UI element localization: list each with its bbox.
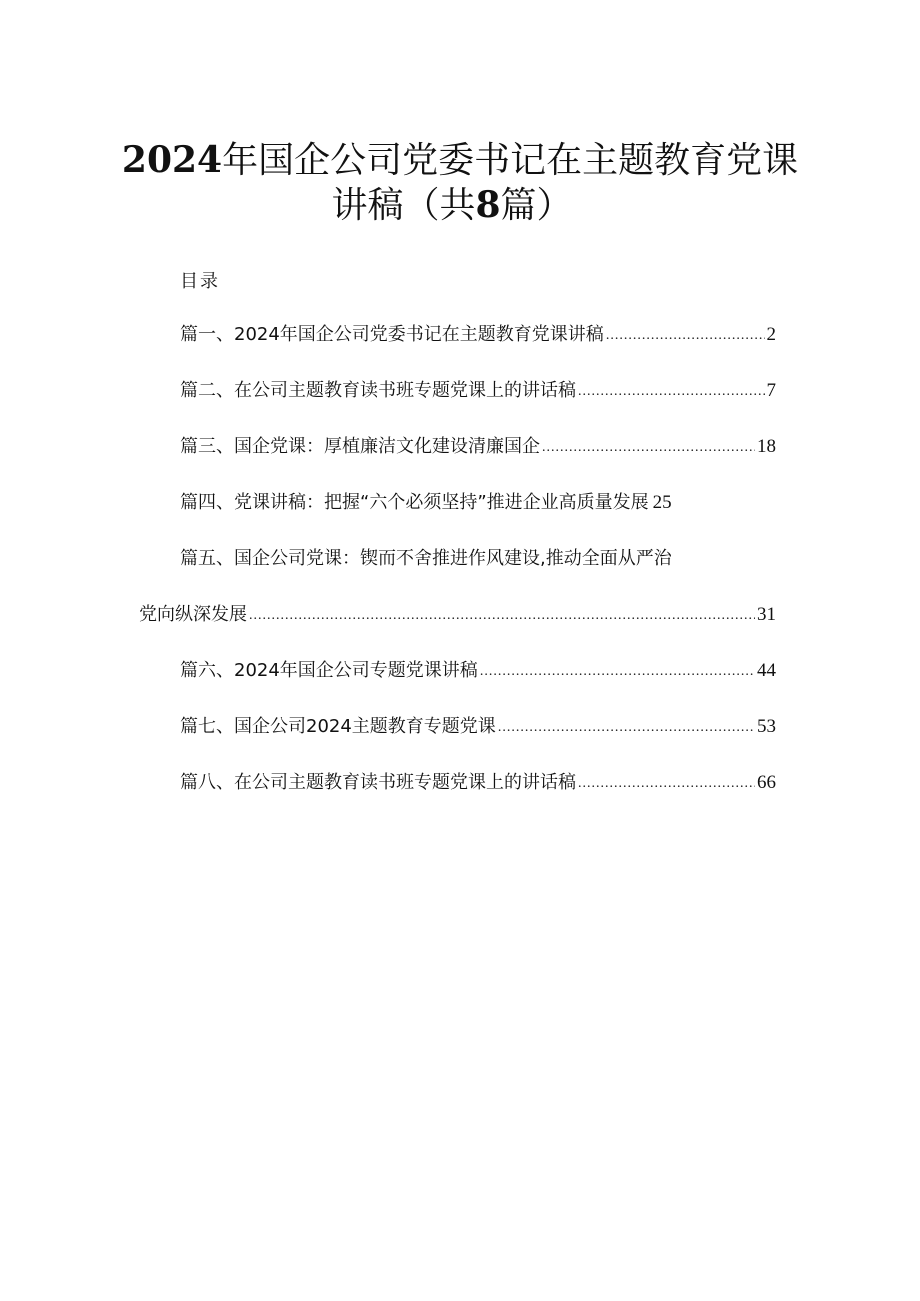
toc-item-title-continued: 党向纵深发展	[139, 604, 247, 625]
toc-item-3[interactable]	[180, 434, 776, 460]
toc-item-title: 篇七、国企公司2024主题教育专题党课	[180, 716, 496, 737]
toc-item-page: 44	[757, 660, 776, 681]
toc-heading: 目录	[180, 271, 220, 292]
toc-leader-dots	[249, 603, 755, 629]
toc-item-8[interactable]	[180, 770, 776, 796]
title-line-2-post: 篇）	[500, 185, 573, 226]
toc-item-5-line-1[interactable]: 篇五、国企公司党课：锲而不舍推进作风建设,推动全面从严治	[180, 548, 672, 569]
toc-leader-dots	[578, 771, 755, 797]
toc-item-page: 25	[652, 492, 672, 513]
toc-item-6[interactable]	[180, 658, 776, 684]
title-year: 2024	[121, 139, 223, 181]
toc-item-7[interactable]	[180, 714, 776, 740]
toc-item-4[interactable]	[180, 490, 776, 516]
toc-item-2[interactable]	[180, 378, 776, 404]
toc-item-1[interactable]	[180, 322, 776, 348]
toc-item-title: 篇八、在公司主题教育读书班专题党课上的讲话稿	[180, 772, 576, 793]
document-title-line-2	[0, 183, 912, 228]
document-title-line-1	[0, 138, 920, 183]
toc-leader-dots	[606, 323, 765, 349]
toc-leader-dots	[542, 435, 755, 461]
title-line-2-pre: 讲稿（共	[331, 185, 476, 226]
toc-leader-dots	[480, 659, 755, 685]
title-line-1-text: 年国企公司党委书记在主题教育党课	[222, 140, 799, 181]
toc-item-page: 2	[766, 324, 776, 345]
toc-item-page: 18	[757, 436, 776, 457]
toc-leader-dots	[578, 379, 765, 405]
toc-leader-dots	[498, 715, 755, 741]
toc-item-title: 篇四、党课讲稿：把握“六个必须坚持”推进企业高质量发展	[180, 492, 649, 513]
title-count: 8	[475, 184, 501, 226]
toc-item-page: 66	[757, 772, 776, 793]
toc-item-title: 篇一、2024年国企公司党委书记在主题教育党课讲稿	[180, 324, 604, 345]
toc-item-page: 53	[757, 716, 776, 737]
toc-item-page: 31	[757, 604, 776, 625]
toc-item-title: 篇二、在公司主题教育读书班专题党课上的讲话稿	[180, 380, 576, 401]
toc-item-title: 篇六、2024年国企公司专题党课讲稿	[180, 660, 478, 681]
toc-item-page: 7	[766, 380, 776, 401]
toc-item-title: 篇三、国企党课：厚植廉洁文化建设清廉国企	[180, 436, 540, 457]
toc-item-5[interactable]	[139, 602, 776, 628]
